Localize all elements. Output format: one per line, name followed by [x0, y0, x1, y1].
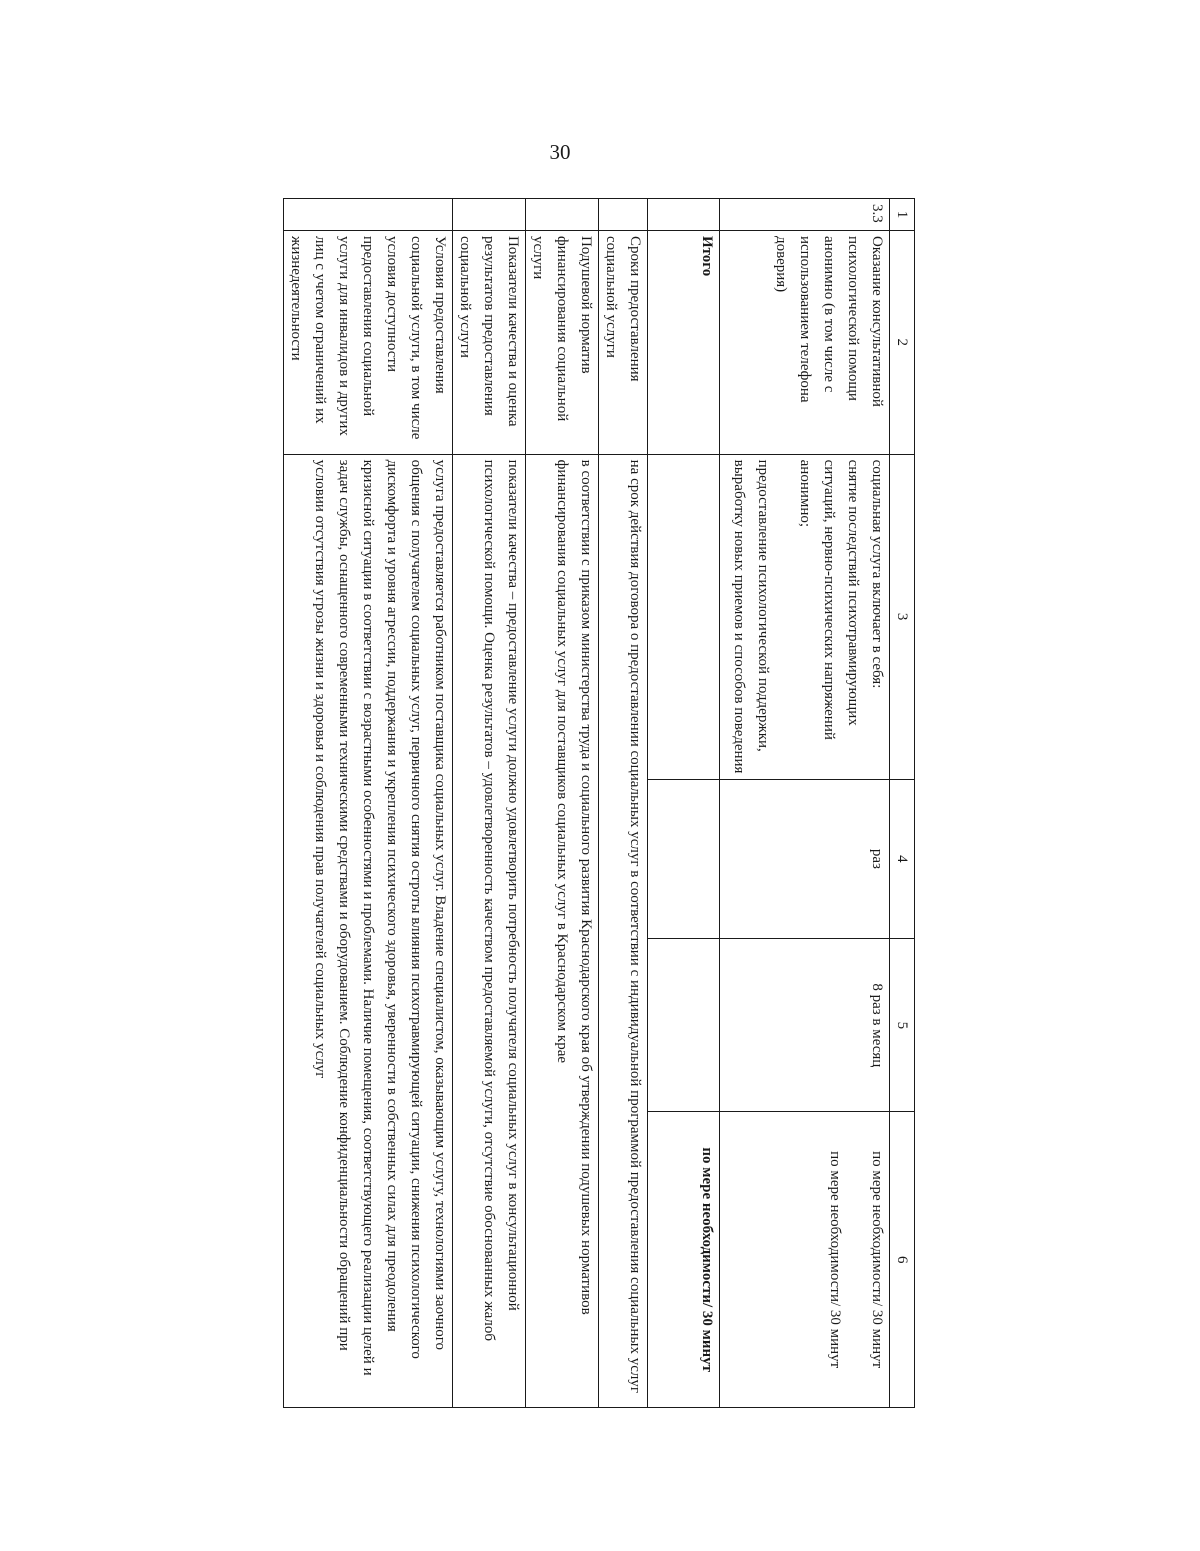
header-cell: 4 [890, 779, 915, 939]
info-row [526, 199, 599, 1408]
service-desc-item: предоставление психологической поддержки, выработку новых приемов и способов поведения [731, 459, 771, 774]
info-text: услуга предоставляется работником поставщика социальных услуг. Владение специалистом, оказывающим услугу, технологиями заочного общения с получателем социальных услуг, первичного снятия остроты влияния психотравмирующей ситуации, снижения психологического дискомфорта и уровня агрессии, поддержания и укрепления психического здоровья, уверенности в собственных силах для преодоления кризисной ситуации в соответствии с возрастными особенностями и проблемами. Наличие помещения, соответствующего реализации целей и задач службы, оснащенного современными техническими средствами и оборудованием. Соблюдение конфиденциальности обращений при условии отсутствия угрозы жизни и здоровья и соблюдения прав получателей социальных услуг [284, 454, 453, 1407]
header-cell: 3 [890, 454, 915, 779]
service-duration [720, 1112, 890, 1408]
info-label: Условия предоставления социальной услуги, в том числе условия доступности предоставления социальной услуги для инвалидов и других лиц с учетом ограничений их жизнедеятельности [284, 230, 453, 454]
header-cell: 2 [890, 230, 915, 454]
header-cell: 1 [890, 199, 915, 231]
service-description [720, 454, 890, 779]
total-duration: по мере необходимости/ 30 минут [648, 1112, 720, 1408]
table-header-row [890, 199, 915, 1408]
info-text: показатели качества – предоставление услуги должно удовлетворить потребность получателя социальных услуг в консультационной психологической помощи. Оценка результатов – удовлетворенность качеством предоставляемой услуги, отсутствие обоснованных жалоб [453, 454, 526, 1407]
header-cell: 5 [890, 939, 915, 1112]
info-label: Сроки предоставления социальной услуги [599, 230, 648, 454]
info-row [453, 199, 526, 1408]
info-row [284, 199, 453, 1408]
rotated-table-sheet [250, 198, 915, 1408]
service-desc-item: снятие последствий психотравмирующих ситуаций, нервно-психических напряжений анонимно; [797, 459, 861, 740]
service-row [720, 199, 890, 1408]
service-frequency: 8 раз в месяц [720, 939, 890, 1112]
service-table [283, 198, 915, 1408]
info-label: Показатели качества и оценка результатов предоставления социальной услуги [453, 230, 526, 454]
page-number: 30 [549, 140, 571, 164]
service-number: 3.3 [720, 199, 890, 231]
header-cell: 6 [890, 1112, 915, 1408]
total-row [648, 199, 720, 1408]
info-label: Подушевой норматив финансирования социальной услуги [526, 230, 599, 454]
service-unit: раз [720, 779, 890, 939]
info-text: на срок действия договора о предоставлении социальных услуг в соответствии с индивидуальной программой предоставления социальных услуг [599, 454, 648, 1407]
service-name: Оказание консультативной психологической помощи анонимно (в том числе с использованием телефона доверия) [720, 230, 890, 454]
info-row [599, 199, 648, 1408]
info-text: в соответствии с приказом министерства труда и социального развития Краснодарского края об утверждении подушевых нормативов финансирования социальных услуг для поставщиков социальных услуг в Краснодарском крае [526, 454, 599, 1407]
total-label: Итого [648, 230, 720, 454]
service-duration-item: по мере необходимости/ 30 минут [869, 1151, 885, 1369]
service-desc-intro: социальная услуга включает в себя: [869, 459, 885, 689]
service-duration-item: по мере необходимости/ 30 минут [827, 1151, 843, 1369]
